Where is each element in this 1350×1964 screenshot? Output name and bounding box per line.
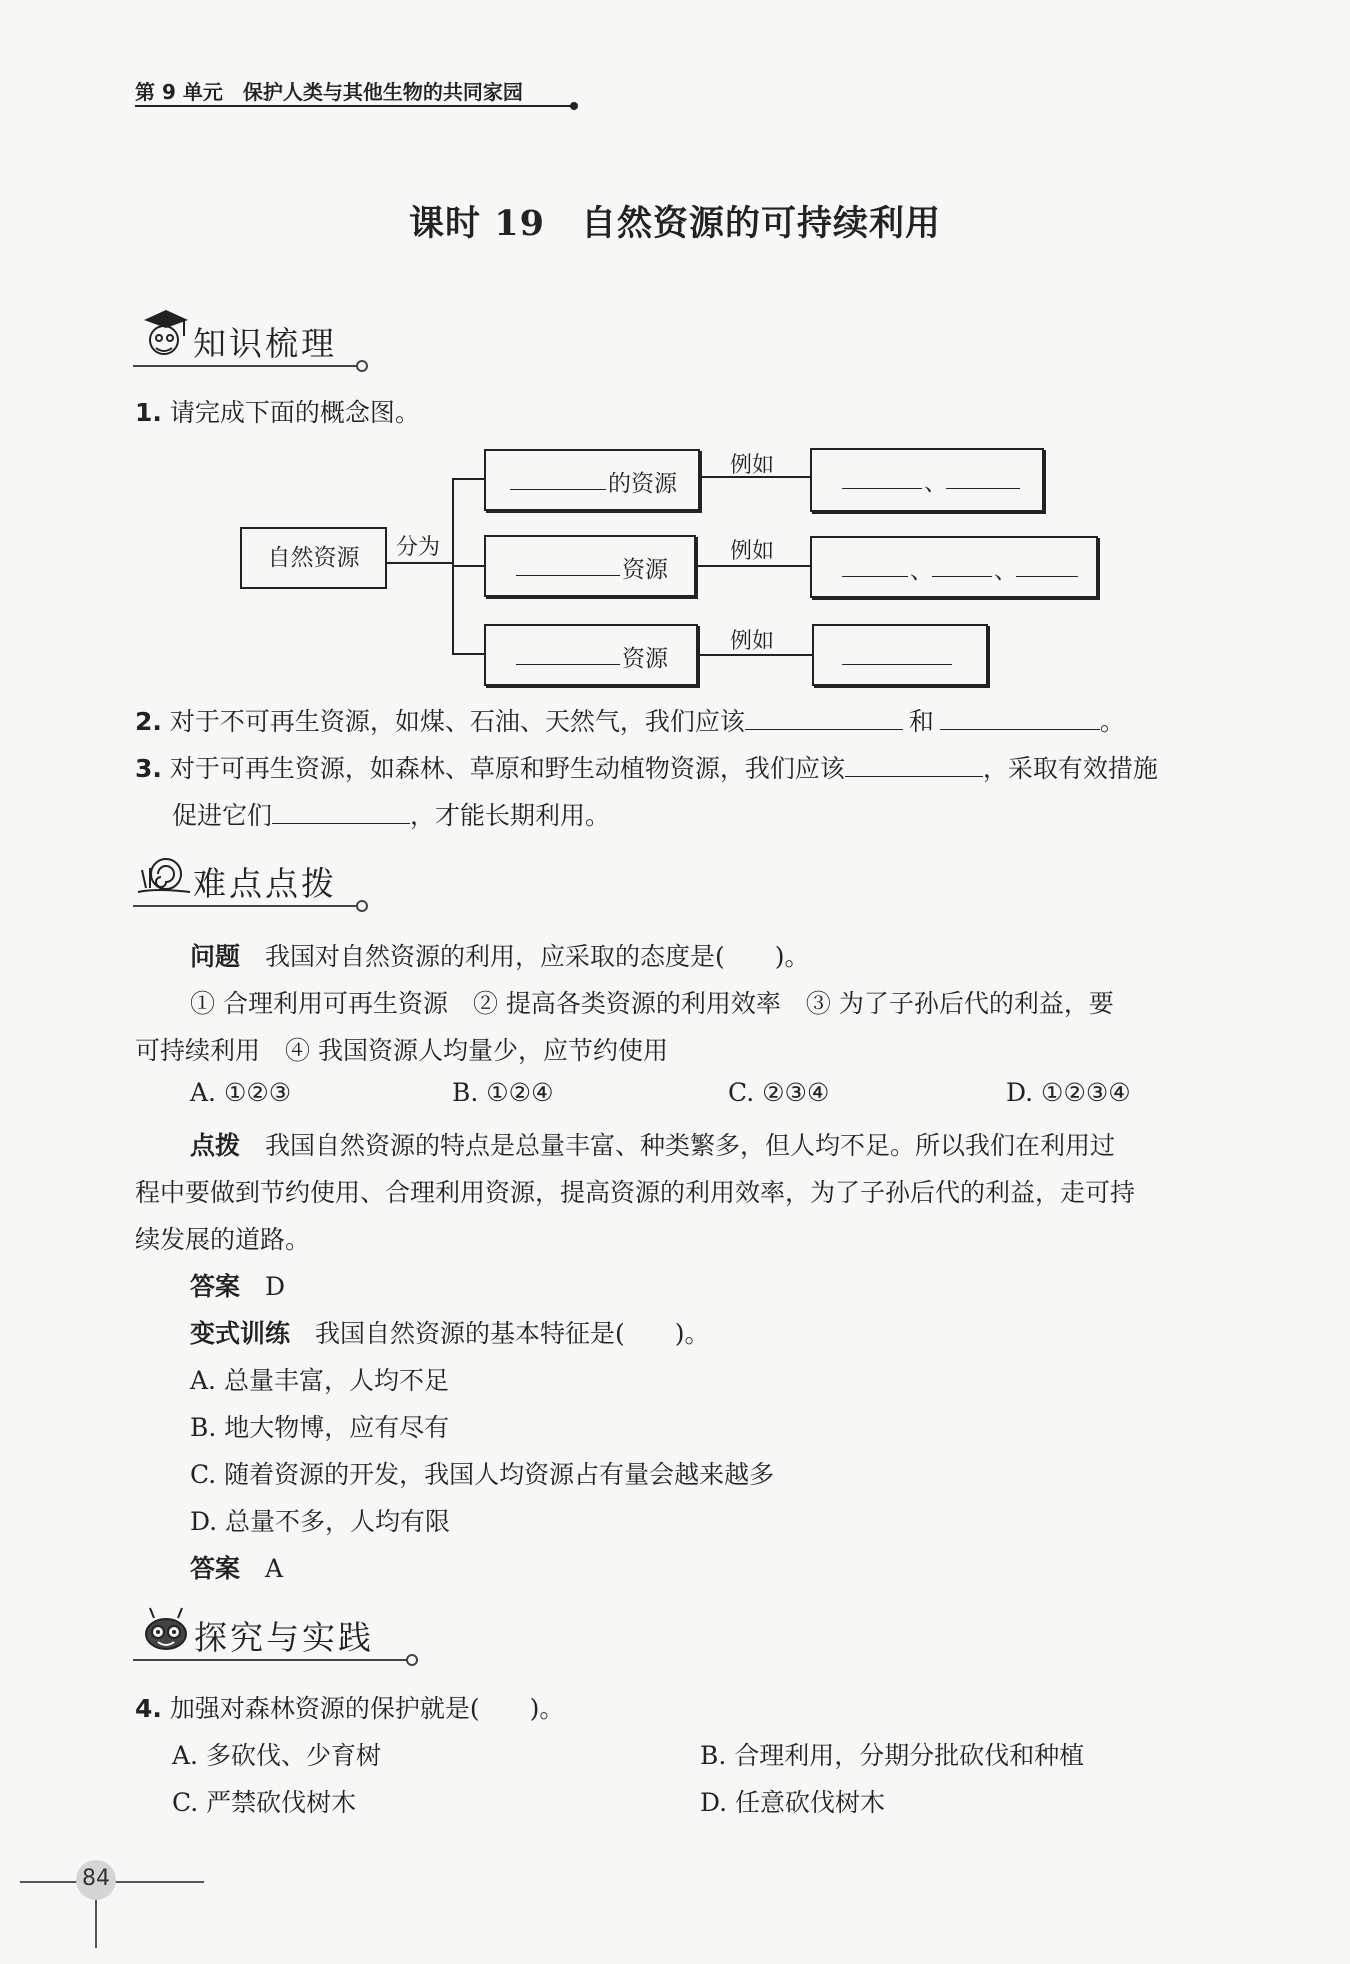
problem: 问题 我国对自然资源的利用，应采取的态度是( )。 xyxy=(190,942,810,971)
problem-statements: ① 合理利用可再生资源 ② 提高各类资源的利用效率 ③ 为了子孙后代的利益，要 xyxy=(190,989,1114,1018)
header-rule xyxy=(135,105,575,107)
q4-option-a[interactable]: A. 多砍伐、少育树 xyxy=(172,1741,381,1770)
answer-2: 答案 A xyxy=(190,1554,284,1583)
option-c[interactable]: C. ②③④ xyxy=(728,1078,830,1107)
concept-root-box: 自然资源 xyxy=(240,527,387,589)
graduate-cap-icon xyxy=(140,306,190,362)
hint: 点拨 我国自然资源的特点是总量丰富、种类繁多，但人均不足。所以我们在利用过 xyxy=(190,1131,1116,1160)
blank-field[interactable] xyxy=(272,801,410,824)
blank-field[interactable] xyxy=(516,553,620,576)
blank-field[interactable] xyxy=(510,467,606,490)
divide-label: 分为 xyxy=(396,535,441,560)
question-2: 2. 对于不可再生资源，如煤、石油、天然气，我们应该 和 。 xyxy=(135,707,1125,736)
separator: 、 xyxy=(910,558,933,584)
section-rule-circle xyxy=(406,1654,418,1666)
section-title-practice: 探究与实践 xyxy=(194,1618,374,1657)
section-rule xyxy=(133,905,359,907)
connector xyxy=(452,653,484,655)
branch-box-1 xyxy=(484,449,700,511)
branch-label: 资源 xyxy=(622,557,668,583)
blank-field[interactable] xyxy=(842,642,952,665)
variant-option-d[interactable]: D. 总量不多，人均有限 xyxy=(190,1507,451,1536)
example-box-3 xyxy=(812,624,988,686)
hint-line-2: 程中要做到节约使用、合理利用资源，提高资源的利用效率，为了子孙后代的利益，走可持 xyxy=(135,1178,1136,1207)
q4-option-c[interactable]: C. 严禁砍伐树木 xyxy=(172,1788,357,1817)
option-b[interactable]: B. ①②④ xyxy=(452,1078,554,1107)
example-label: 例如 xyxy=(730,539,775,564)
question-1: 1. 请完成下面的概念图。 xyxy=(135,398,420,427)
answer-1: 答案 D xyxy=(190,1272,286,1301)
snail-icon xyxy=(136,852,194,898)
blank-field[interactable] xyxy=(932,554,992,577)
q4-option-d[interactable]: D. 任意砍伐树木 xyxy=(700,1788,886,1817)
question-3: 3. 对于可再生资源，如森林、草原和野生动植物资源，我们应该 ，采取有效措施 xyxy=(135,754,1158,783)
page-number: 84 xyxy=(82,1866,110,1891)
branch-label: 的资源 xyxy=(608,471,677,497)
option-a[interactable]: A. ①②③ xyxy=(190,1078,292,1107)
question-3-continued: 促进它们 ，才能长期利用。 xyxy=(172,801,611,830)
variant-option-b[interactable]: B. 地大物博，应有尽有 xyxy=(190,1413,450,1442)
section-rule-circle xyxy=(356,360,368,372)
example-label: 例如 xyxy=(730,629,775,654)
blank-field[interactable] xyxy=(940,707,1100,730)
connector xyxy=(452,565,484,567)
variant-training: 变式训练 我国自然资源的基本特征是( )。 xyxy=(190,1319,710,1348)
variant-option-c[interactable]: C. 随着资源的开发，我国人均资源占有量会越来越多 xyxy=(190,1460,775,1489)
unit-header: 第 9 单元 保护人类与其他生物的共同家园 xyxy=(135,80,523,104)
q4-option-b[interactable]: B. 合理利用，分期分批砍伐和种植 xyxy=(700,1741,1085,1770)
separator: 、 xyxy=(924,470,947,496)
branch-box-3 xyxy=(484,624,698,686)
problem-statements-continued: 可持续利用 ④ 我国资源人均量少，应节约使用 xyxy=(135,1036,668,1065)
blank-field[interactable] xyxy=(842,466,922,489)
hint-line-3: 续发展的道路。 xyxy=(135,1225,311,1254)
connector xyxy=(698,565,810,567)
section-title-difficulty: 难点点拨 xyxy=(193,864,337,903)
blank-field[interactable] xyxy=(946,466,1020,489)
section-rule-circle xyxy=(356,900,368,912)
section-title-knowledge: 知识梳理 xyxy=(193,324,337,363)
question-4: 4. 加强对森林资源的保护就是( )。 xyxy=(135,1694,565,1723)
section-rule xyxy=(133,365,359,367)
blank-field[interactable] xyxy=(1016,554,1078,577)
header-rule-dot xyxy=(570,102,578,110)
page-title: 课时 19 自然资源的可持续利用 xyxy=(409,203,941,244)
blank-field[interactable] xyxy=(842,554,908,577)
example-box-2 xyxy=(810,536,1098,598)
variant-option-a[interactable]: A. 总量丰富，人均不足 xyxy=(190,1366,449,1395)
separator: 、 xyxy=(994,558,1017,584)
connector xyxy=(452,478,484,480)
blank-field[interactable] xyxy=(845,754,983,777)
option-d[interactable]: D. ①②③④ xyxy=(1006,1078,1131,1107)
connector xyxy=(387,562,453,564)
blank-field[interactable] xyxy=(516,642,620,665)
branch-label: 资源 xyxy=(622,646,668,672)
magnifier-mascot-icon xyxy=(140,1604,192,1656)
blank-field[interactable] xyxy=(745,707,903,730)
section-rule xyxy=(133,1659,409,1661)
example-box-1 xyxy=(810,448,1044,512)
example-label: 例如 xyxy=(730,453,775,478)
branch-box-2 xyxy=(484,535,696,597)
